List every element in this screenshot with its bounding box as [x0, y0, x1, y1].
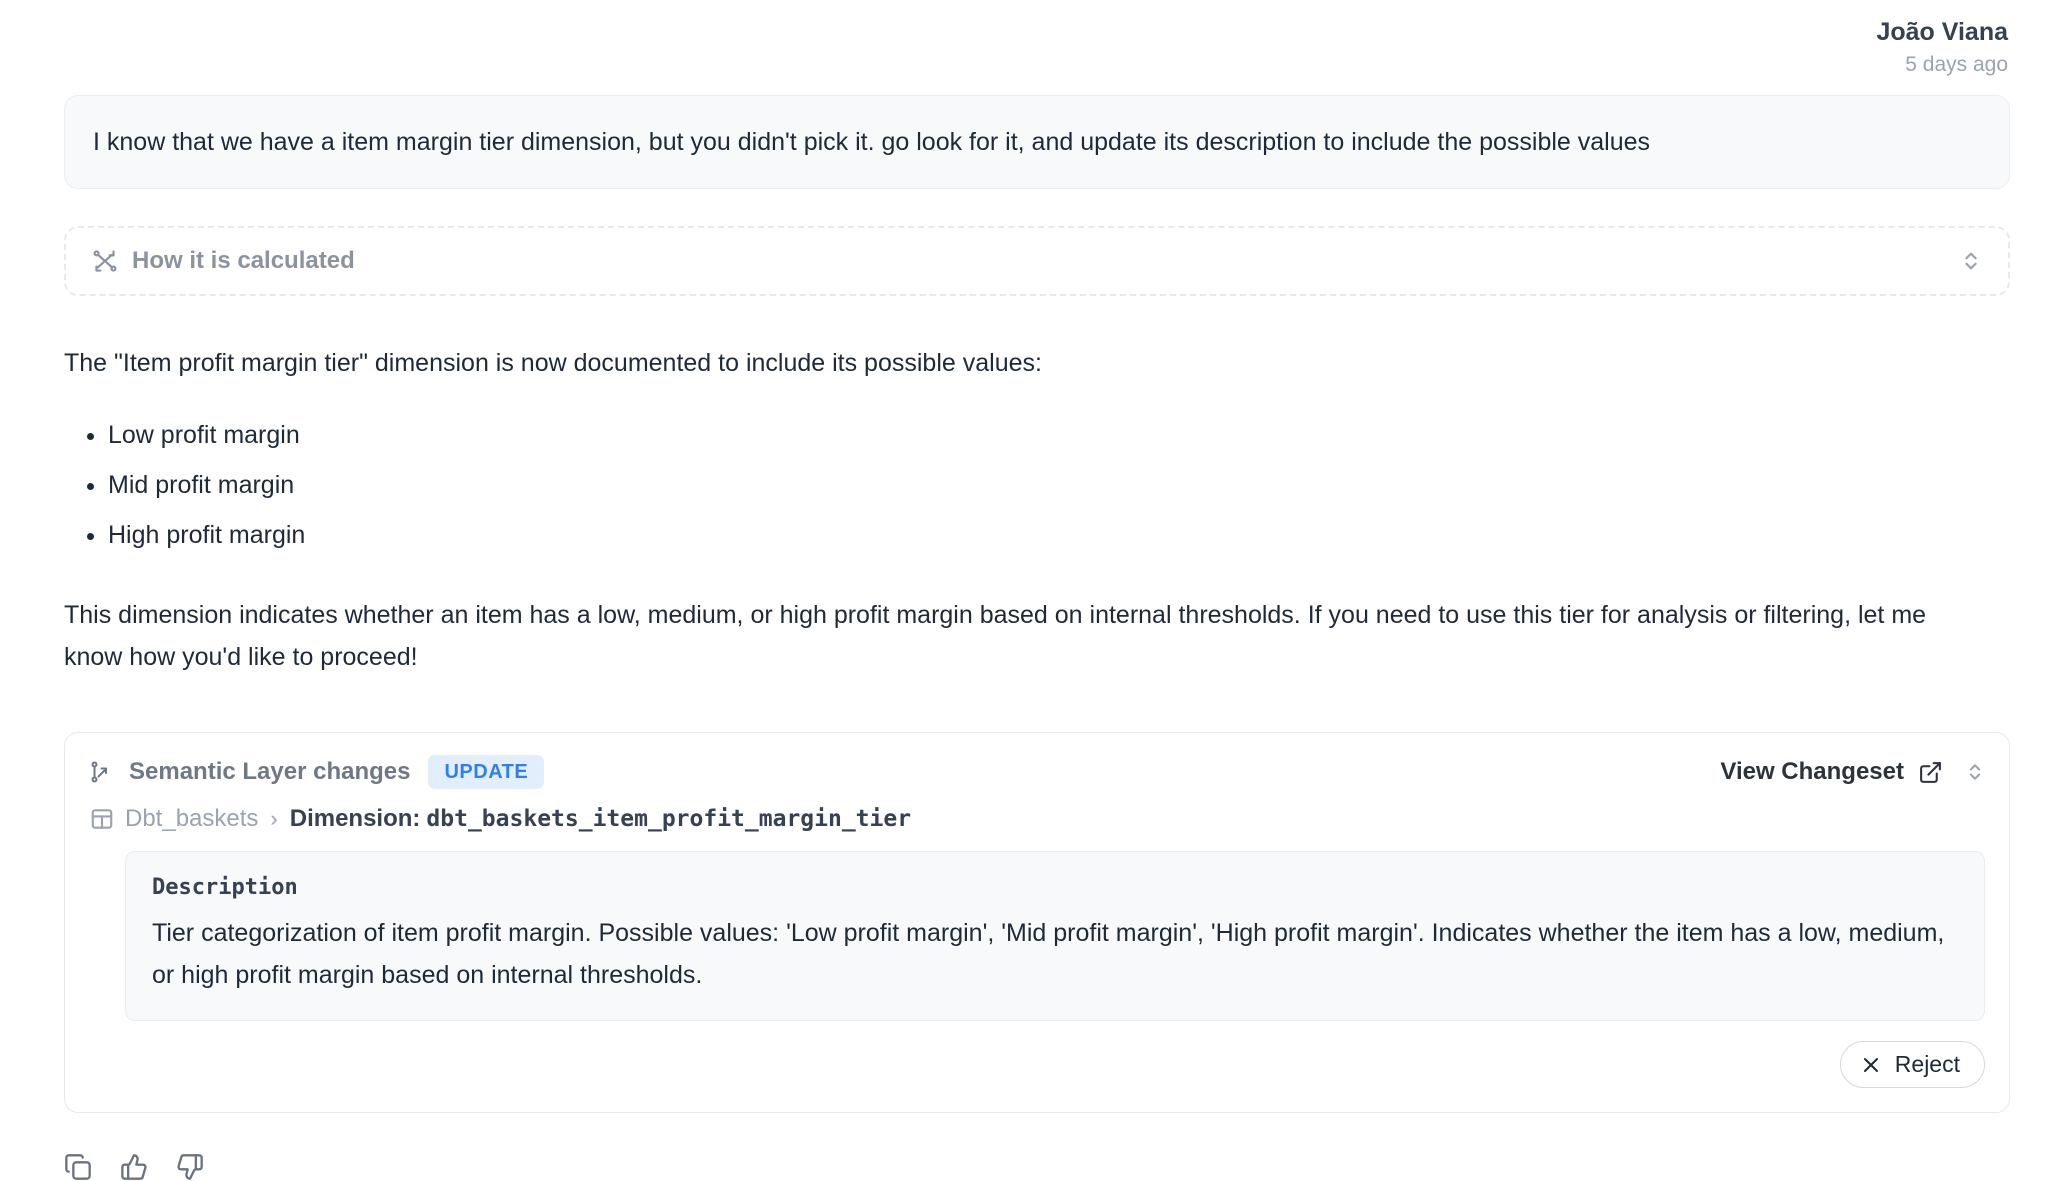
- table-icon: [89, 806, 115, 832]
- view-changeset-button[interactable]: [1720, 758, 1943, 786]
- thumbs-down-button[interactable]: [176, 1153, 204, 1181]
- response-intro: The "Item profit margin tier" dimension is now documented to include its possible values:: [64, 349, 1042, 377]
- list-item: • Mid profit margin: [108, 460, 2010, 510]
- changeset-card-footer: [89, 1041, 1985, 1088]
- changeset-card-title: Semantic Layer changes: [129, 758, 411, 785]
- description-diff-box: [125, 851, 1985, 1021]
- author-name: João Viana: [1876, 18, 2008, 46]
- message-timestamp: 5 days ago: [1905, 53, 2008, 76]
- response-outro: This dimension indicates whether an item has a low, medium, or high profit margin based on internal thresholds. If you need to use this tier for analysis or filtering, let me know how you'd like to proceed!: [64, 601, 1927, 671]
- view-changeset-label: View Changeset: [1720, 758, 1904, 785]
- calculation-icon: [92, 248, 118, 274]
- changeset-icon: [89, 760, 113, 784]
- user-message-text: I know that we have a item margin tier dimension, but you didn't pick it. go look for it, and update its description to include the possible values: [93, 128, 1651, 156]
- changeset-card-header: [89, 755, 1985, 789]
- external-link-icon: [1918, 760, 1943, 785]
- thumbs-up-icon: [120, 1153, 148, 1181]
- reject-button-label: Reject: [1894, 1051, 1960, 1077]
- update-badge: UPDATE: [428, 755, 544, 789]
- chevrons-up-down-icon[interactable]: [1960, 250, 1982, 272]
- message-header: [64, 16, 2010, 80]
- list-item: • High profit margin: [108, 510, 2010, 560]
- chevrons-up-down-icon[interactable]: [1965, 762, 1985, 782]
- description-field-label: Description: [152, 875, 298, 900]
- thumbs-up-button[interactable]: [120, 1153, 148, 1181]
- breadcrumb-entity-name: dbt_baskets_item_profit_margin_tier: [426, 806, 912, 832]
- message-actions-toolbar: [64, 1153, 2010, 1181]
- breadcrumb-model[interactable]: Dbt_baskets: [125, 805, 259, 832]
- how-it-is-calculated-label: How it is calculated: [132, 247, 355, 274]
- how-it-is-calculated-toggle[interactable]: [64, 226, 2010, 296]
- copy-icon: [64, 1153, 92, 1181]
- copy-button[interactable]: [64, 1153, 92, 1181]
- possible-values-list: [64, 410, 2010, 560]
- x-icon: [1859, 1053, 1883, 1077]
- user-message-bubble: [64, 95, 2010, 189]
- description-field-value: Tier categorization of item profit margin. Possible values: 'Low profit margin', 'Mid profit margin', 'High profit margin'. Indicates whether the item has a low, medium, or high profit margin based on internal thresholds.: [152, 919, 1945, 989]
- semantic-layer-changes-card: [64, 732, 2010, 1113]
- breadcrumb: [89, 805, 1985, 833]
- chevron-right-icon: ›: [270, 806, 278, 831]
- thumbs-down-icon: [176, 1153, 204, 1181]
- breadcrumb-type-label: Dimension:: [289, 805, 421, 832]
- list-item: • Low profit margin: [108, 410, 2010, 460]
- reject-button[interactable]: [1840, 1041, 1985, 1088]
